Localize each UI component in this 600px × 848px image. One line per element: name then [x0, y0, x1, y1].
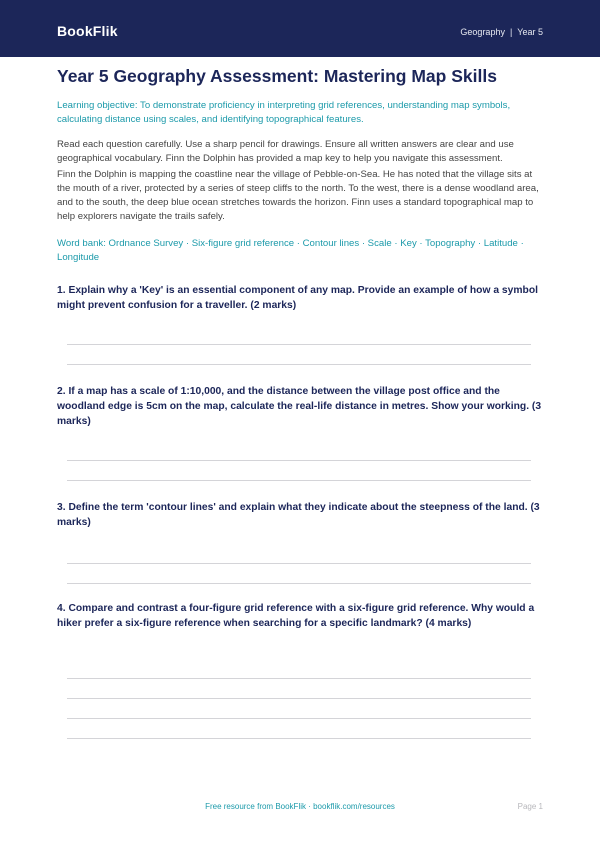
question-3: 3. Define the term 'contour lines' and explain what they indicate about the steepness of the land. (3 marks) [57, 502, 540, 528]
question-1: 1. Explain why a 'Key' is an essential component of any map. Provide an example of how a symbol might prevent confusion for a traveller. (2 marks) [57, 285, 538, 311]
header-year: Year 5 [517, 27, 543, 37]
header-subject: Geography [460, 27, 505, 37]
learning-objective: Learning objective: To demonstrate proficiency in interpreting grid references, understanding map symbols, calculating distance using scales, and identifying topographical features. [57, 100, 511, 125]
answer-line[interactable] [67, 698, 531, 699]
answer-line[interactable] [67, 583, 531, 584]
answer-line[interactable] [67, 460, 531, 461]
answer-line[interactable] [67, 563, 531, 564]
instructions: Read each question carefully. Use a sharp pencil for drawings. Ensure all written answers are clear and use geographical vocabulary. Finn the Dolphin has provided a map key to help you navigate this assessment. [57, 139, 514, 164]
header-separator: | [509, 27, 513, 37]
answer-line[interactable] [67, 718, 531, 719]
header-meta [460, 27, 543, 37]
footer-resource-link[interactable]: Free resource from BookFlik · bookflik.com/resources [205, 802, 395, 811]
question-2: 2. If a map has a scale of 1:10,000, and the distance between the village post office and the woodland edge is 5cm on the map, calculate the real-life distance in metres. Show your working. (3 marks) [57, 386, 542, 427]
word-bank: Word bank: Ordnance Survey · Six-figure grid reference · Contour lines · Scale · Key · Topography · Latitude · Longitude [57, 238, 524, 263]
question-4: 4. Compare and contrast a four-figure grid reference with a six-figure grid reference. Why would a hiker prefer a six-figure reference when searching for a specific landmark? (4 marks) [57, 603, 535, 629]
answer-line[interactable] [67, 364, 531, 365]
page-number: Page 1 [517, 802, 543, 811]
brand-logo: BookFlik [57, 23, 118, 39]
page-header [0, 0, 600, 57]
answer-line[interactable] [67, 678, 531, 679]
page-title: Year 5 Geography Assessment: Mastering Map Skills [57, 66, 497, 86]
answer-line[interactable] [67, 480, 531, 481]
answer-line[interactable] [67, 344, 531, 345]
scenario-text: Finn the Dolphin is mapping the coastline near the village of Pebble-on-Sea. He has noted that the village sits at the mouth of a river, protected by a series of steep cliffs to the north. To the west, there is a dense woodland area, and to the south, the deep blue ocean stretches towards the horizon. Finn uses a standard topographical map to help explorers navigate the trails safely. [57, 169, 539, 222]
answer-line[interactable] [67, 738, 531, 739]
